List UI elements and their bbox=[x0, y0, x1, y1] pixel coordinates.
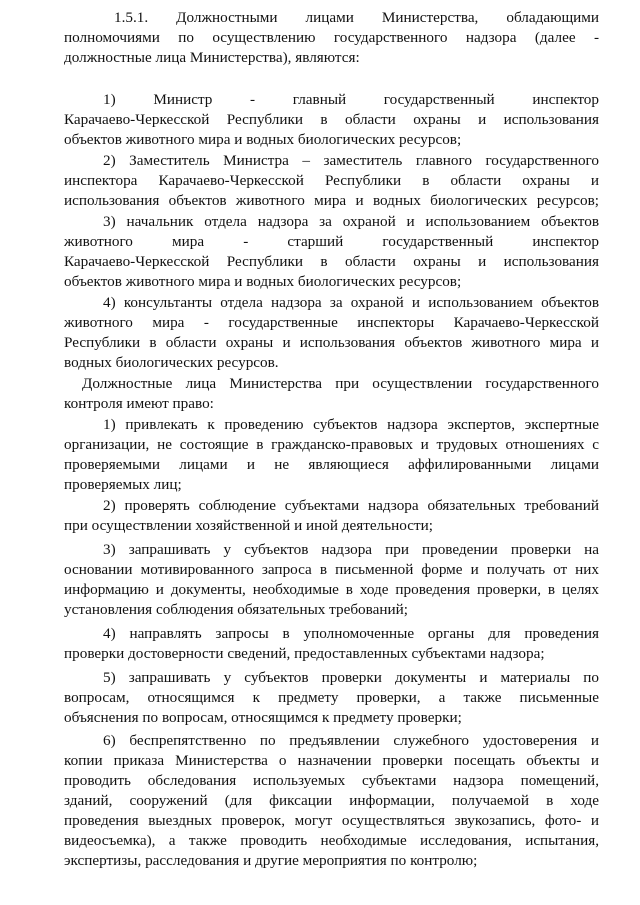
text-line: проведения выездных проверок, могут осуществляться звукозапись, фото- и bbox=[64, 812, 599, 829]
text-line: контроля имеют право: bbox=[64, 395, 214, 412]
text-line: проверки достоверности сведений, предоставленных субъектами надзора; bbox=[64, 645, 545, 662]
text-line: 4) направлять запросы в уполномоченные органы для проведения bbox=[103, 625, 599, 642]
text-line: установления соблюдения обязательных требований; bbox=[64, 601, 408, 618]
text-line: 1.5.1. Должностными лицами Министерства, обладающими bbox=[114, 9, 599, 26]
text-line: информацию и документы, необходимые в ходе проведения проверки, в целях bbox=[64, 581, 599, 598]
text-line: 2) проверять соблюдение субъектами надзора обязательных требований bbox=[103, 497, 599, 514]
text-line: 6) беспрепятственно по предъявлении служебного удостоверения и bbox=[103, 732, 599, 749]
text-line: полномочиями по осуществлению государственного надзора (далее - bbox=[64, 29, 599, 46]
text-line: 3) начальник отдела надзора за охраной и использованием объектов bbox=[103, 213, 599, 230]
text-line: должностные лица Министерства), являются: bbox=[64, 49, 360, 66]
text-line: Должностные лица Министерства при осуществлении государственного bbox=[82, 375, 599, 392]
text-line: 3) запрашивать у субъектов надзора при проведении проверки на bbox=[103, 541, 599, 558]
text-line: объектов животного мира и водных биологических ресурсов; bbox=[64, 273, 462, 290]
text-line: основании мотивированного запроса в письменной форме и получать от них bbox=[64, 561, 599, 578]
text-line: проводить обследования используемых субъектами надзора помещений, bbox=[64, 772, 599, 789]
text-line: 2) Заместитель Министра – заместитель главного государственного bbox=[103, 152, 599, 169]
text-line: организации, не состоящие в гражданско-правовых и трудовых отношениях с bbox=[64, 436, 599, 453]
text-line: Карачаево-Черкесской Республики в области охраны и использования bbox=[64, 253, 599, 270]
text-line: инспектора Карачаево-Черкесской Республики в области охраны и bbox=[64, 172, 599, 189]
text-line: проверяемыми лицами и не являющиеся аффилированными лицами bbox=[64, 456, 599, 473]
text-line: Карачаево-Черкесской Республики в области охраны и использования bbox=[64, 111, 599, 128]
text-line: экспертизы, расследования и другие мероприятия по контролю; bbox=[64, 852, 478, 869]
text-line: животного мира - государственные инспекторы Карачаево-Черкесской bbox=[64, 314, 599, 331]
text-line: копии приказа Министерства о назначении проверки посещать объекты и bbox=[64, 752, 599, 769]
text-line: при осуществлении хозяйственной и иной деятельности; bbox=[64, 517, 433, 534]
text-line: вопросам, относящимся к предмету проверки, а также письменные bbox=[64, 689, 599, 706]
text-line: 1) Министр - главный государственный инспектор bbox=[103, 91, 599, 108]
text-line: 1) привлекать к проведению субъектов надзора экспертов, экспертные bbox=[103, 416, 599, 433]
text-line: проверяемых лиц; bbox=[64, 476, 182, 493]
text-line: видеосъемка), а также проводить необходимые исследования, испытания, bbox=[64, 832, 599, 849]
text-line: Республики в области охраны и использования объектов животного мира и bbox=[64, 334, 599, 351]
text-line: 5) запрашивать у субъектов проверки документы и материалы по bbox=[103, 669, 599, 686]
text-line: животного мира - старший государственный инспектор bbox=[64, 233, 599, 250]
text-line: 4) консультанты отдела надзора за охраной и использованием объектов bbox=[103, 294, 599, 311]
text-line: водных биологических ресурсов. bbox=[64, 354, 279, 371]
text-line: зданий, сооружений (для фиксации информации, получаемой в ходе bbox=[64, 792, 599, 809]
text-line: объектов животного мира и водных биологических ресурсов; bbox=[64, 131, 462, 148]
text-line: объяснения по вопросам, относящимся к предмету проверки; bbox=[64, 709, 462, 726]
text-line: использования объектов животного мира и водных биологических ресурсов; bbox=[64, 192, 599, 209]
